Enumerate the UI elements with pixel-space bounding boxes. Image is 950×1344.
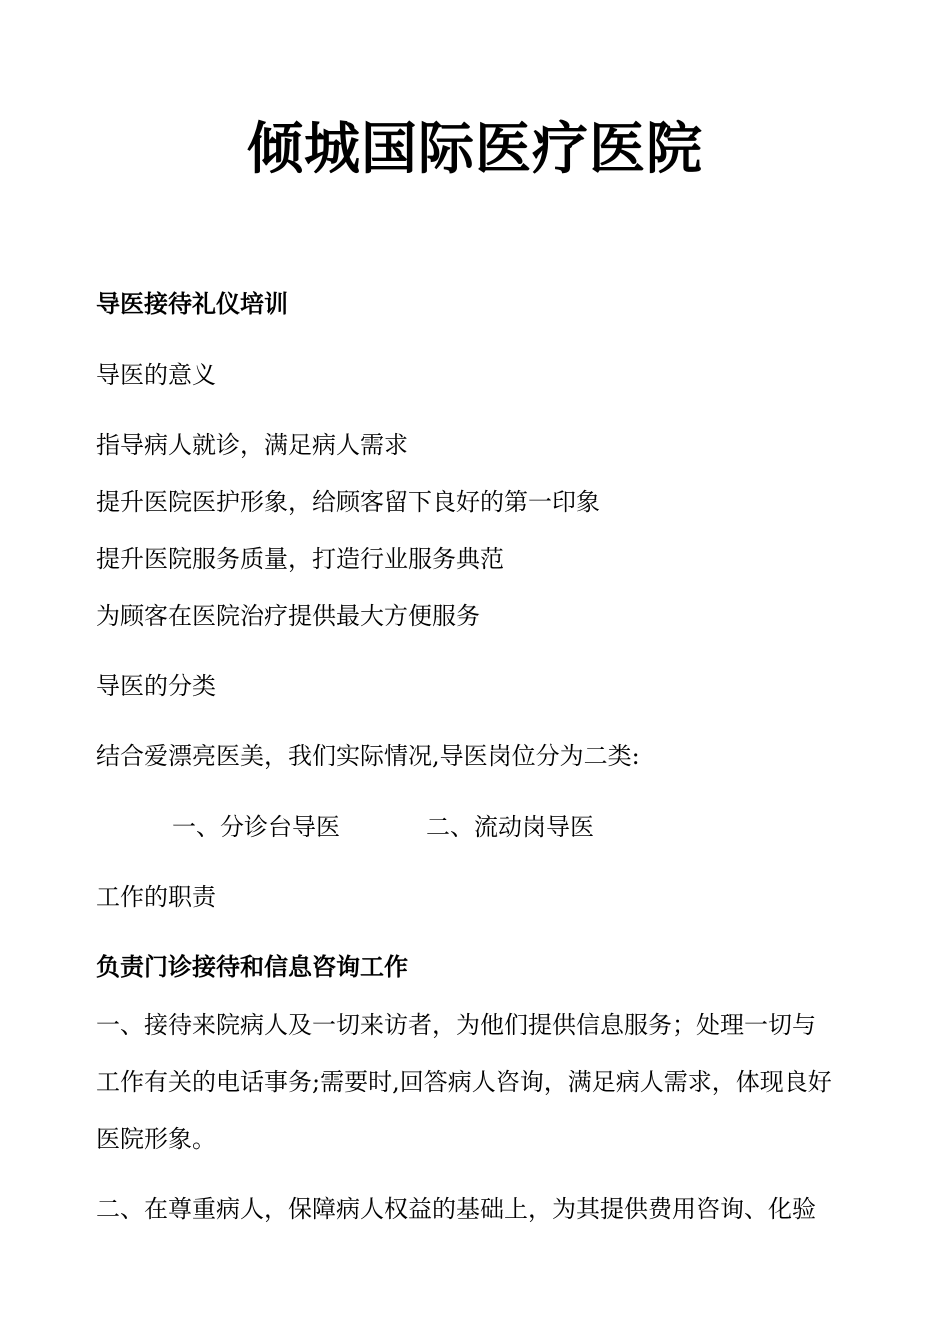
- duties-paragraph-line: 工作有关的电话事务;需要时,回答病人咨询，满足病人需求，体现良好: [96, 1068, 832, 1096]
- classification-heading: 导医的分类: [96, 672, 216, 700]
- section-heading: 导医接待礼仪培训: [96, 290, 288, 318]
- meaning-heading: 导医的意义: [96, 361, 216, 389]
- duties-paragraph-line: 一、接待来院病人及一切来访者，为他们提供信息服务；处理一切与: [96, 1011, 816, 1039]
- meaning-item: 指导病人就诊，满足病人需求: [96, 431, 408, 459]
- duties-paragraph-line: 二、在尊重病人，保障病人权益的基础上，为其提供费用咨询、化验: [96, 1195, 816, 1223]
- duties-paragraph-line: 医院形象。: [96, 1125, 216, 1153]
- classification-intro: 结合爱漂亮医美，我们实际情况,导医岗位分为二类:: [96, 742, 640, 770]
- duties-heading: 工作的职责: [96, 883, 216, 911]
- meaning-item: 为顾客在医院治疗提供最大方便服务: [96, 602, 480, 630]
- duties-subheading: 负责门诊接待和信息咨询工作: [96, 953, 408, 981]
- classification-type: 二、流动岗导医: [426, 813, 594, 841]
- page-title: 倾城国际医疗医院: [247, 117, 703, 182]
- classification-type: 一、分诊台导医: [172, 813, 340, 841]
- meaning-item: 提升医院医护形象，给顾客留下良好的第一印象: [96, 488, 600, 516]
- meaning-item: 提升医院服务质量，打造行业服务典范: [96, 545, 504, 573]
